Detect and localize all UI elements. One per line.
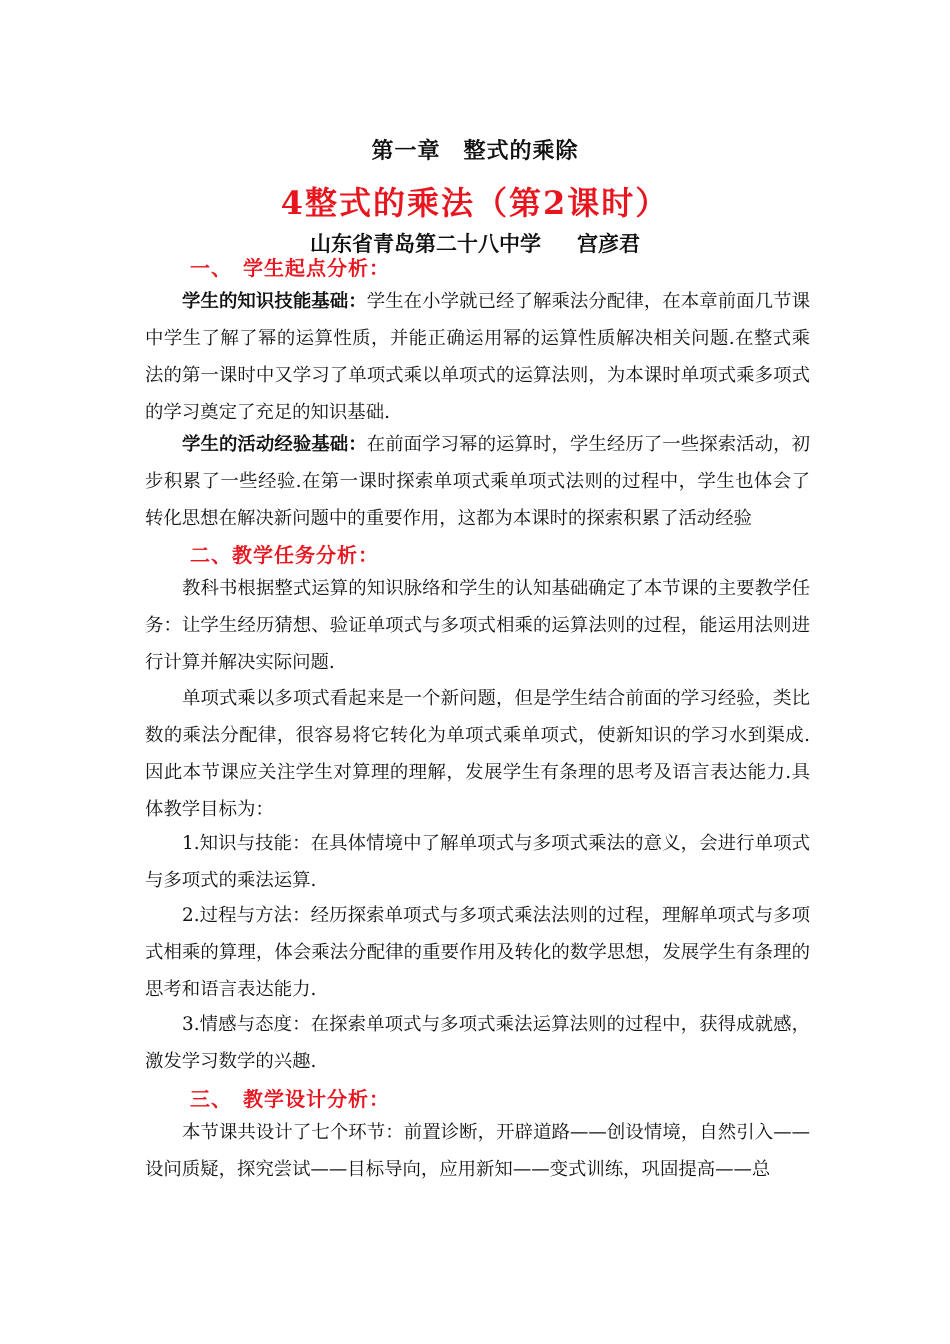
knowledge-basis-label: 学生的知识技能基础： <box>182 291 367 312</box>
chapter-title: 第一章 整式的乘除 <box>371 138 579 164</box>
section-3-paragraph-1: 本节课共设计了七个环节：前置诊断，开辟道路——创设情境，自然引入——设问质疑，探究尝试——目标导向，应用新知——变式训练，巩固提高——总 <box>145 1122 810 1180</box>
section-2-paragraph-1: 教科书根据整式运算的知识脉络和学生的认知基础确定了本节课的主要教学任务：让学生经历猜想、验证单项式与多项式相乘的运算法则的过程，能运用法则进行计算并解决实际问题. <box>145 578 810 673</box>
section-1-paragraph-1 <box>145 283 810 431</box>
school-name: 山东省青岛第二十八中学 <box>310 231 541 256</box>
teaching-goal-3: 3.情感与态度：在探索单项式与多项式乘法运算法则的过程中，获得成就感，激发学习数学的兴趣. <box>145 1014 810 1072</box>
activity-basis-text: 在前面学习幂的运算时，学生经历了一些探索活动，初步积累了一些经验.在第一课时探索单项式乘单项式法则的过程中，学生也体会了转化思想在解决新问题中的重要作用，这都为本课时的探索积累了活动经验 <box>145 434 810 529</box>
section-1-heading: 一、 学生起点分析： <box>190 256 390 280</box>
section-1-paragraph-2 <box>145 426 810 537</box>
knowledge-basis-text: 学生在小学就已经了解乘法分配律，在本章前面几节课中学生了解了幂的运算性质，并能正确运用幂的运算性质解决相关问题.在整式乘法的第一课时中又学习了单项式乘以单项式的运算法则，为本课时单项式乘多项式的学习奠定了充足的知识基础. <box>145 291 810 423</box>
teaching-goal-2: 2.过程与方法：经历探索单项式与多项式乘法法则的过程，理解单项式与多项式相乘的算理，体会乘法分配律的重要作用及转化的数学思想，发展学生有条理的思考和语言表达能力. <box>145 905 810 1000</box>
teaching-goal-1: 1.知识与技能：在具体情境中了解单项式与多项式乘法的意义，会进行单项式与多项式的乘法运算. <box>145 833 810 891</box>
section-3-heading: 三、 教学设计分析： <box>190 1087 390 1111</box>
activity-basis-label: 学生的活动经验基础： <box>182 434 367 455</box>
author-line <box>0 228 950 258</box>
lesson-title: 4整式的乘法（第2课时） <box>280 184 670 222</box>
section-2-heading: 二、教学任务分析： <box>190 543 379 567</box>
section-2-paragraph-2: 单项式乘以多项式看起来是一个新问题，但是学生结合前面的学习经验，类比数的乘法分配律，很容易将它转化为单项式乘单项式，使新知识的学习水到渠成.因此本节课应关注学生对算理的理解，发展学生有条理的思考及语言表达能力.具体教学目标为： <box>145 688 810 820</box>
author-name: 宫彦君 <box>577 231 640 256</box>
